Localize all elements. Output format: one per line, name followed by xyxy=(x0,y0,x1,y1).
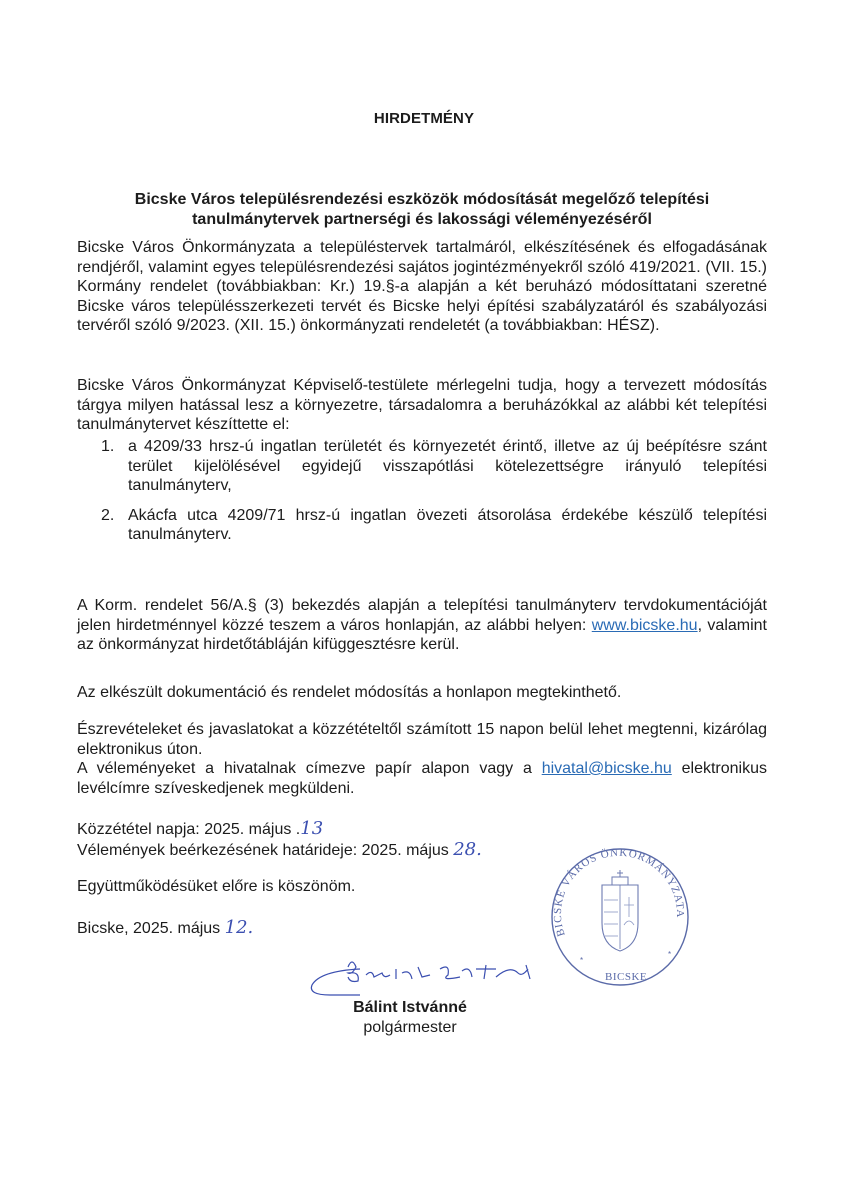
svg-text:BICSKE: BICSKE xyxy=(605,971,648,983)
paragraph-legal-basis xyxy=(77,238,767,336)
official-stamp xyxy=(540,845,700,995)
subtitle-line-2: tanulmánytervek partnerségi és lakossági véleményezéséről xyxy=(192,211,652,228)
paragraph-publication xyxy=(77,596,767,655)
paragraph-council xyxy=(77,376,767,435)
svg-text:*: * xyxy=(580,956,584,965)
signer-title: polgármester xyxy=(363,1018,457,1036)
deadline-handwritten: 28 xyxy=(453,838,477,860)
website-link[interactable]: www.bicske.hu xyxy=(591,616,698,634)
thanks-line: Együttműködésüket előre is köszönöm. xyxy=(77,878,356,895)
list-item-text: Akácfa utca 4209/71 hrsz-ú ingatlan övezeti átsorolása érdekébe készülő telepítési tanulmányterv. xyxy=(128,506,767,544)
list-number: 2. xyxy=(101,506,115,524)
paragraph-6-after-link: elektronikus levélcímre szíveskedjenek megküldeni. xyxy=(77,760,767,797)
deadline-dot: . xyxy=(476,838,482,860)
document-title: HIRDETMÉNY xyxy=(373,110,475,127)
paragraph-6-before-link: A véleményeket a hivatalnak címezve papír alapon vagy a xyxy=(77,760,542,777)
paragraph-3-before-link: A Korm. rendelet 56/A.§ (3) bekezdés alapján a telepítési tanulmányterv tervdokumentációját jelen hirdetménnyel közzé teszem a város honlapján, az alábbi helyen: xyxy=(77,597,767,634)
publication-date xyxy=(77,819,482,840)
study-plan-list xyxy=(77,437,767,555)
svg-text:*: * xyxy=(668,950,672,959)
dates-block xyxy=(77,819,482,860)
signer-block xyxy=(300,998,520,1037)
list-number: 1. xyxy=(101,438,115,455)
publication-date-label: Közzététel napja: 2025. május . xyxy=(77,821,301,838)
paragraph-5-text: Észrevételeket és javaslatokat a közzétételtől számított 15 napon belül lehet megtenni, kizárólag elektronikus úton. xyxy=(77,721,767,758)
deadline-date xyxy=(77,840,482,861)
list-item xyxy=(77,506,767,545)
paragraph-3-text xyxy=(77,596,767,655)
paragraph-comments-deadline xyxy=(77,720,767,759)
paragraph-6-text xyxy=(77,759,767,798)
email-link[interactable]: hivatal@bicske.hu xyxy=(541,760,672,777)
place-date-label: Bicske, 2025. május xyxy=(77,920,225,937)
list-item xyxy=(77,437,767,496)
publication-date-handwritten: 13 xyxy=(300,818,324,839)
subtitle-line-1: Bicske Város településrendezési eszközök módosítását megelőző telepítési xyxy=(134,191,710,208)
place-date-handwritten: 12 xyxy=(224,917,248,938)
list-item-text: a 4209/33 hrsz-ú ingatlan területét és környezetét érintő, illetve az új beépítésre szánt terület kijelölésével egyidejű visszapótlási kötelezettségre irányuló telepítési tanulmányterv, xyxy=(128,438,767,495)
signer-name: Bálint Istvánné xyxy=(353,999,467,1016)
paragraph-1-text: Bicske Város Önkormányzata a településtervek tartalmáról, elkészítésének és elfogadásának rendjéről, valamint egyes településrendezési sajátos jogintézményekről szóló 419/2021. (VII. 15.) Kormány rendelet (továbbiakban: Kr.) 19.§-a alapján a két beruházó módosíttatani szeretné Bicske város településszerkezeti tervét és Bicske helyi építési szabályzatáról és szabályozási tervéről szóló 9/2023. (XII. 15.) önkormányzati rendeletét (a továbbiakban: HÉSZ). xyxy=(77,239,767,335)
svg-text:BICSKE VÁROS ÖNKORMÁNYZATA: BICSKE VÁROS ÖNKORMÁNYZATA xyxy=(551,846,687,938)
paragraph-4-text: Az elkészült dokumentáció és rendelet módosítás a honlapon megtekinthető. xyxy=(77,684,622,701)
deadline-label: Vélemények beérkezésének határideje: 2025. május xyxy=(77,841,454,859)
place-date-dot: . xyxy=(247,917,254,938)
paragraph-2-text: Bicske Város Önkormányzat Képviselő-testülete mérlegelni tudja, hogy a tervezett módosítás tárgya milyen hatással lesz a környezetre, társadalomra a beruházókkal az alábbi két telepítési tanulmánytervet készíttette el: xyxy=(77,377,767,434)
document-subtitle xyxy=(77,190,767,230)
paragraph-submission xyxy=(77,759,767,798)
place-date xyxy=(77,917,253,938)
paragraph-3-after-link: , valamint az önkormányzat hirdetőtábláján kifüggesztésre kerül. xyxy=(77,616,768,654)
stamp-seal-icon xyxy=(540,845,700,995)
paragraph-documentation xyxy=(77,683,767,703)
